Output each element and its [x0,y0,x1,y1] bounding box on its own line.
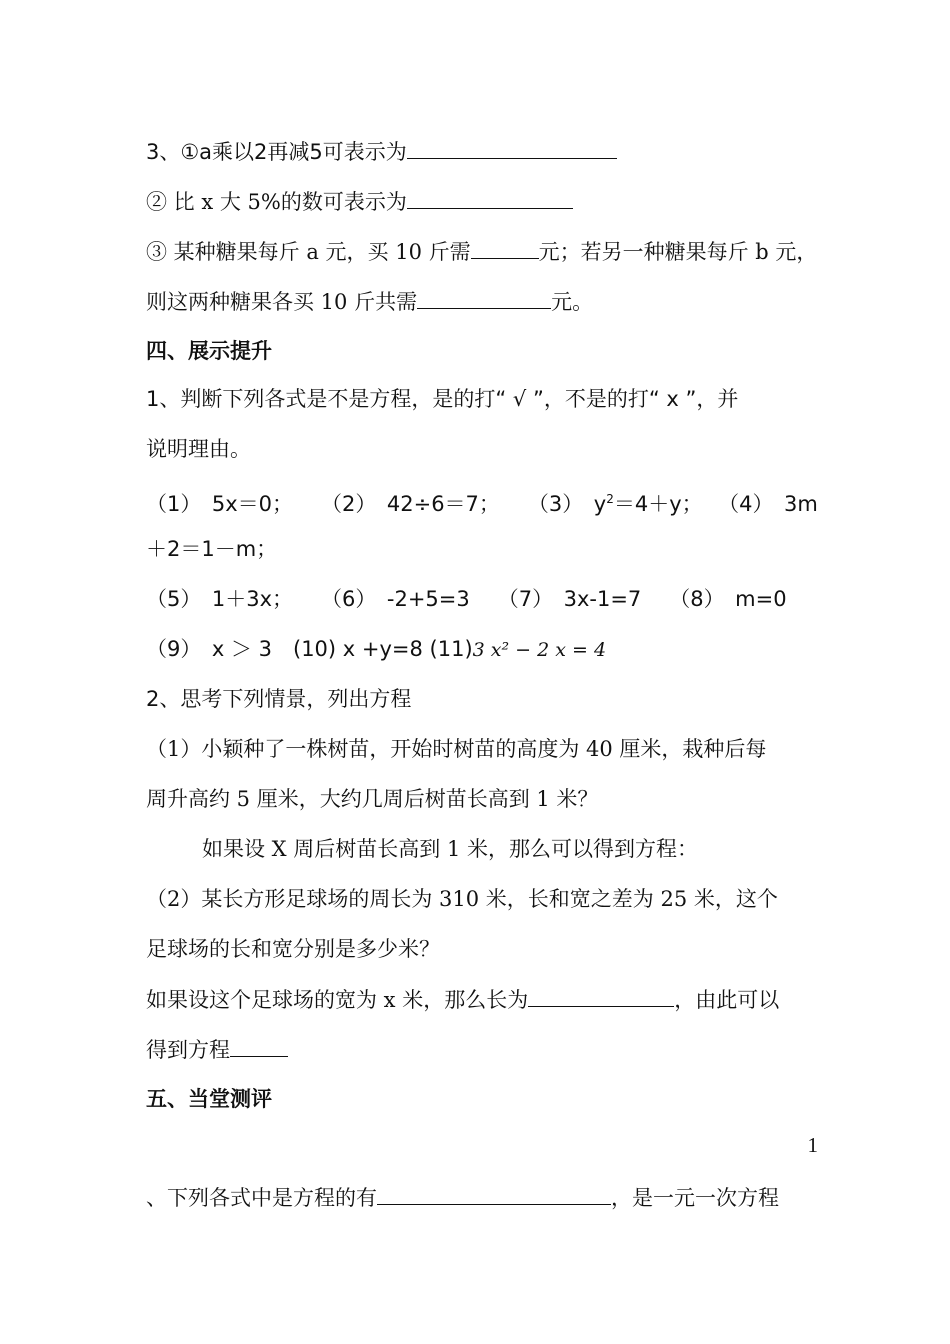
question-2-2-text-3: 得到方程 [146,1038,230,1062]
equation-rest: ＝4＋y； [613,492,703,516]
question-2-1-line-3: 如果设 X 周后树苗长高到 1 米，那么可以得到方程： [202,837,699,861]
equation-item [528,492,703,516]
exercise-3-3-cont-text-2: 元。 [551,290,594,314]
answer-blank [471,236,539,259]
exercise-3-2 [146,186,820,217]
question-2-2-line-1: （2）某长方形足球场的周长为 310 米，长和宽之差为 25 米，这个 [146,887,778,911]
question-1-line-1: 1、判断下列各式是不是方程，是的打“ √ ”，不是的打“ x ”，并 [146,387,739,411]
exercise-3-2-text: ② 比 x 大 5%的数可表示为 [146,190,407,214]
answer-blank [230,1034,288,1057]
question-2-2-line-3 [146,984,820,1015]
exercise-3-1-text: 3、①a乘以2再减5可表示为 [146,140,407,164]
question-5-1 [146,1182,820,1213]
equation-item: （1） 5x＝0； [146,492,294,516]
question-2-1-line-1: （1）小颖种了一株树苗，开始时树苗的高度为 40 厘米，栽种后每 [146,737,767,761]
question-2-title: 2、思考下列情景，列出方程 [146,687,412,711]
exercise-3-3-text: ③ 某种糖果每斤 a 元，买 10 斤需 [146,240,471,264]
question-2-2-line-2: 足球场的长和宽分别是多少米？ [146,937,440,961]
answer-blank [407,186,573,209]
exercise-3-1 [146,136,820,167]
question-5-1-text-2: ，是一元一次方程 [611,1186,779,1210]
exercise-3-3 [146,236,820,267]
question-2-2-line-4 [146,1034,820,1065]
question-1-line-2: 说明理由。 [146,437,251,461]
equation-row-2 [146,584,820,614]
exercise-3-3-cont-text: 则这两种糖果各买 10 斤共需 [146,290,418,314]
equation-row-1-cont: ＋2＝1－m； [146,537,278,561]
exercise-3-3-text-2: 元；若另一种糖果每斤 b 元， [538,240,818,264]
equation-item: （7） 3x-1=7 [497,587,642,611]
equation-row-3-text: （9） x ＞ 3 (10) x +y=8 (11) [146,637,473,661]
equation-exponent: 2 [606,492,614,506]
equation-row-1 [146,484,820,519]
equation-item: （5） 1＋3x； [146,587,294,611]
page-number: 1 [807,1133,818,1157]
equation-item: （4） 3m [728,492,818,516]
question-2-2-text-2: ，由此可以 [674,988,780,1012]
answer-blank [417,286,551,309]
equation-math: 3 x² − 2 x = 4 [472,639,607,661]
equation-row-3 [146,634,820,665]
answer-blank [528,984,674,1007]
answer-blank [377,1182,611,1205]
equation-base: （3） y [527,492,607,516]
answer-blank [407,136,617,159]
question-5-1-text: 、下列各式中是方程的有 [146,1186,377,1210]
equation-item: （8） m=0 [669,587,787,611]
section-heading-5: 五、当堂测评 [146,1087,272,1111]
section-heading-4: 四、展示提升 [146,339,272,363]
equation-item: （6） -2+5=3 [321,587,470,611]
question-2-2-text: 如果设这个足球场的宽为 x 米，那么长为 [146,988,529,1012]
equation-item: （2） 42÷6＝7； [321,492,500,516]
question-2-1-line-2: 周升高约 5 厘米，大约几周后树苗长高到 1 米？ [146,787,599,811]
exercise-3-3-cont [146,286,820,317]
